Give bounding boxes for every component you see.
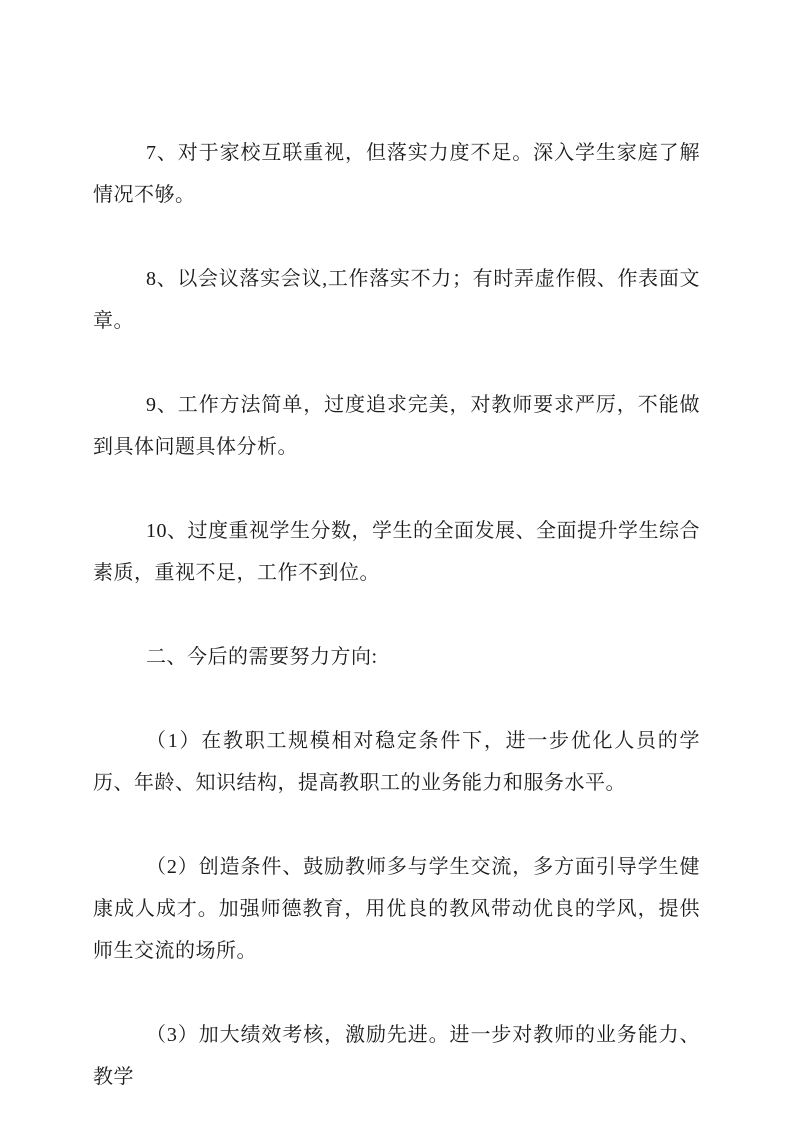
list-item-1: （1）在教职工规模相对稳定条件下，进一步优化人员的学历、年龄、知识结构，提高教职工的业务能力和服务水平。 — [93, 730, 700, 794]
list-item-2: （2）创造条件、鼓励教师多与学生交流，多方面引导学生健康成人成才。加强师德教育，用优良的教风带动优良的学风，提供师生交流的场所。 — [93, 856, 700, 962]
paragraph-item-7: 7、对于家校互联重视，但落实力度不足。深入学生家庭了解情况不够。 — [93, 142, 700, 206]
section-heading-2: 二、今后的需要努力方向: — [146, 646, 378, 668]
document-body — [93, 132, 700, 1098]
list-item-3: （3）加大绩效考核，激励先进。进一步对教师的业务能力、教学 — [93, 1024, 700, 1088]
paragraph-item-9: 9、工作方法简单，过度追求完美，对教师要求严厉，不能做到具体问题具体分析。 — [93, 394, 700, 458]
paragraph-item-10: 10、过度重视学生分数，学生的全面发展、全面提升学生综合素质，重视不足，工作不到位。 — [93, 520, 700, 584]
paragraph-item-8: 8、以会议落实会议,工作落实不力；有时弄虚作假、作表面文章。 — [93, 268, 700, 332]
